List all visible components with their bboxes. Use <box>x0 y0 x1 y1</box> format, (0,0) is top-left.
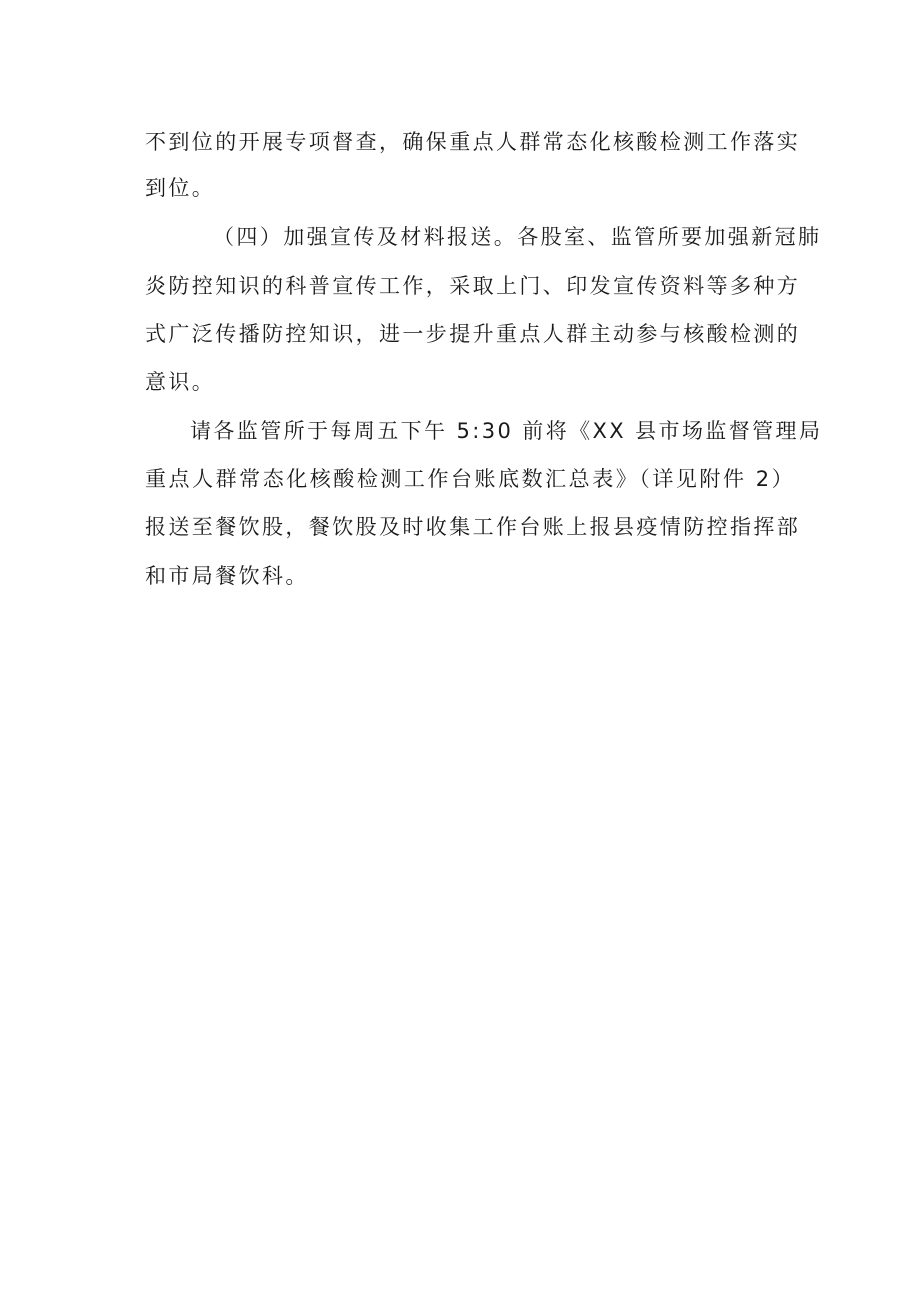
text-line: 不到位的开展专项督查，确保重点人群常态化核酸检测工作落实 <box>145 130 801 154</box>
text-line: 和市局餐饮科。 <box>145 564 309 588</box>
text-line: 请各监管所于每周五下午 5:30 前将《XX 县市场监督管理局 <box>190 419 823 443</box>
text-line: 炎防控知识的科普宣传工作，采取上门、印发宣传资料等多种方 <box>145 274 801 298</box>
text-line: 意识。 <box>145 370 216 394</box>
text-line: 到位。 <box>145 176 216 200</box>
text-line: 报送至餐饮股，餐饮股及时收集工作台账上报县疫情防控指挥部 <box>145 515 801 539</box>
section-heading-line: （四）加强宣传及材料报送。各股室、监管所要加强新冠肺 <box>213 225 822 249</box>
text-line: 式广泛传播防控知识，进一步提升重点人群主动参与核酸检测的 <box>145 322 801 346</box>
text-line: 重点人群常态化核酸检测工作台账底数汇总表》（详见附件 2） <box>145 467 795 491</box>
